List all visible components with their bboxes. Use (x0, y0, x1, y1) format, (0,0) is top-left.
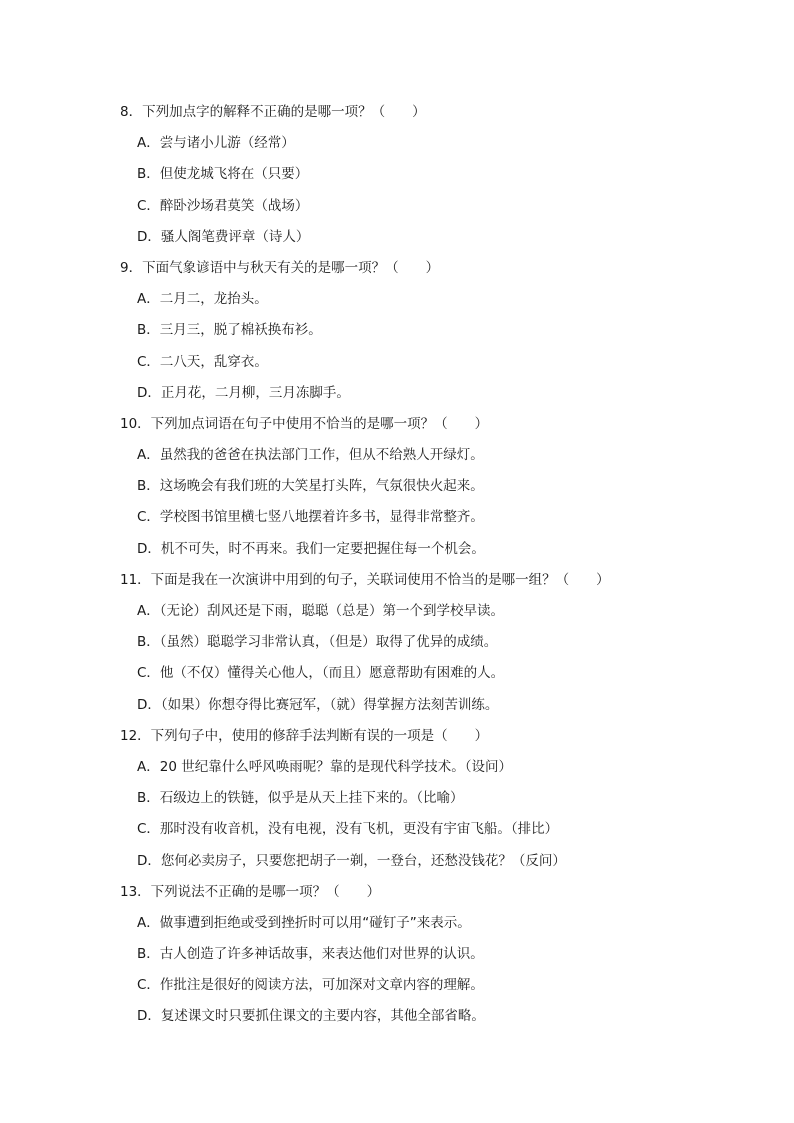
option-b: B．（虽然）聪聪学习非常认真，（但是）取得了优异的成绩。 (137, 634, 498, 651)
option-d: D．骚人阁笔费评章（诗人） (137, 228, 310, 245)
question-list (120, 100, 680, 1036)
option-d: D．机不可失，时不再来。我们一定要把握住每一个机会。 (137, 540, 485, 557)
option-d: D．（如果）你想夺得比赛冠军，（就）得掌握方法刻苦训练。 (137, 696, 499, 713)
option-b: B．古人创造了许多神话故事，来表达他们对世界的认识。 (137, 946, 484, 963)
question-stem: 12．下列句子中，使用的修辞手法判断有误的一项是（ ） (120, 727, 489, 744)
question-stem: 11．下面是我在一次演讲中用到的句子，关联词使用不恰当的是哪一组？（ ） (120, 571, 610, 588)
question-10 (120, 412, 680, 568)
option-b: B．但使龙城飞将在（只要） (137, 166, 309, 183)
option-d: D．您何必卖房子，只要您把胡子一剃，一登台，还愁没钱花？（反问） (137, 852, 566, 869)
option-d: D．复述课文时只要抓住课文的主要内容，其他全部省略。 (137, 1008, 485, 1025)
option-a: A．（无论）刮风还是下雨，聪聪（总是）第一个到学校早读。 (137, 603, 504, 619)
option-a: A．二月二，龙抬头。 (137, 291, 268, 308)
option-a: A．虽然我的爸爸在执法部门工作，但从不给熟人开绿灯。 (137, 447, 484, 464)
question-stem: 8．下列加点字的解释不正确的是哪一项？（ ） (120, 104, 426, 120)
option-c: C．作批注是很好的阅读方法，可加深对文章内容的理解。 (137, 977, 484, 994)
question-13 (120, 880, 680, 1036)
question-11 (120, 568, 680, 724)
option-a: A．做事遭到拒绝或受到挫折时可以用“碰钉子”来表示。 (137, 914, 471, 931)
option-a: A．尝与诸小儿游（经常） (137, 135, 295, 152)
question-12 (120, 724, 680, 880)
question-stem: 13．下列说法不正确的是哪一项？（ ） (120, 883, 381, 900)
option-c: C．他（不仅）懂得关心他人，（而且）愿意帮助有困难的人。 (137, 665, 505, 682)
question-8 (120, 100, 680, 256)
option-c: C．学校图书馆里横七竖八地摆着许多书，显得非常整齐。 (137, 509, 484, 526)
question-stem: 9．下面气象谚语中与秋天有关的是哪一项？（ ） (120, 259, 440, 276)
option-c: C．二八天，乱穿衣。 (137, 353, 268, 370)
option-b: B．石级边上的铁链，似乎是从天上挂下来的。（比喻） (137, 790, 464, 807)
question-9 (120, 256, 680, 412)
option-c: C．醉卧沙场君莫笑（战场） (137, 197, 309, 214)
option-b: B．这场晚会有我们班的大笑星打头阵，气氛很快火起来。 (137, 478, 484, 495)
option-a: A．20 世纪靠什么呼风唤雨呢？靠的是现代科学技术。（设问） (137, 758, 512, 775)
option-d: D．正月花，二月柳，三月冻脚手。 (137, 384, 350, 401)
question-stem: 10．下列加点词语在句子中使用不恰当的是哪一项？（ ） (120, 415, 489, 432)
option-b: B．三月三，脱了棉袄换布衫。 (137, 322, 322, 339)
option-c: C．那时没有收音机，没有电视，没有飞机，更没有宇宙飞船。（排比） (137, 821, 559, 838)
